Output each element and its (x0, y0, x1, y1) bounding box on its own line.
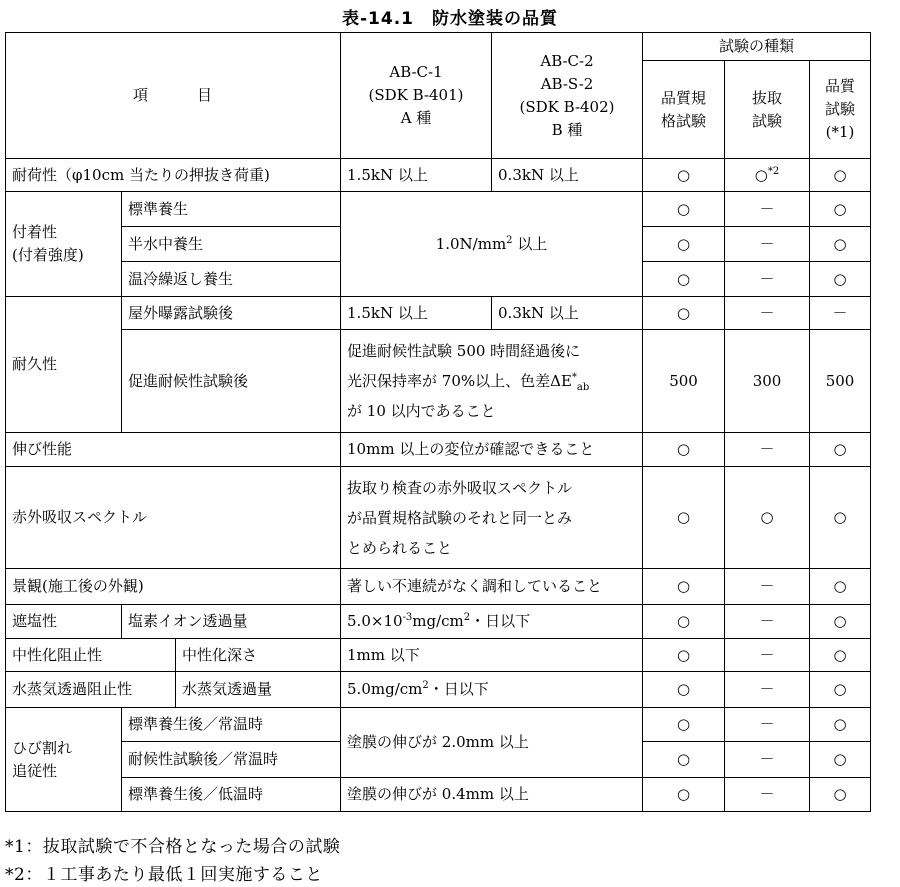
header-quality-test: 品質 試験 (*1) (810, 61, 871, 159)
table-row (6, 672, 871, 708)
circle-mark: ○ (810, 262, 871, 297)
table-title: 表-14.1 防水塗装の品質 (342, 9, 558, 29)
circle-mark: ○ (810, 192, 871, 227)
circle-mark: ○ (810, 159, 871, 192)
dash-mark: － (725, 433, 810, 467)
value-a: 1.5kN 以上 (341, 297, 492, 330)
sub-label: 水蒸気透過量 (176, 672, 341, 708)
sub-label: 標準養生後／低温時 (122, 778, 341, 812)
table-row (6, 569, 871, 605)
circle-mark: ○ (810, 742, 871, 778)
circle-mark: ○ (643, 467, 725, 569)
table-row (6, 708, 871, 742)
circle-mark: ○ (810, 433, 871, 467)
circle-mark: ○ (810, 227, 871, 262)
circle-mark: ○ (810, 569, 871, 605)
value-a: 1.5kN 以上 (341, 159, 492, 192)
row-label: 赤外吸収スペクトル (6, 467, 341, 569)
circle-mark: ○ (643, 708, 725, 742)
table-row (6, 778, 871, 812)
row-label: 伸び性能 (6, 433, 341, 467)
value-b: 0.3kN 以上 (492, 159, 643, 192)
circle-mark: ○ (810, 605, 871, 639)
test-value: 500 (810, 330, 871, 433)
table-row (6, 605, 871, 639)
circle-mark: ○ (810, 467, 871, 569)
row-value: 抜取り検査の赤外吸収スペクトル が品質規格試験のそれと同一とみ とめられること (341, 467, 643, 569)
group-crack-following: ひび割れ 追従性 (6, 708, 122, 812)
dash-mark: － (810, 297, 871, 330)
row-value: $5.0\times 10^{-3}mg/cm^2$・日以下 (341, 605, 643, 639)
header-sampling-test: 抜取 試験 (725, 61, 810, 159)
circle-mark: ○ (643, 227, 725, 262)
table-row (6, 192, 871, 227)
dash-mark: － (725, 569, 810, 605)
circle-mark: ○ (643, 605, 725, 639)
row-label: 景観(施工後の外観) (6, 569, 341, 605)
test-value: 500 (643, 330, 725, 433)
dash-mark: － (725, 262, 810, 297)
circle-mark: ○ (643, 433, 725, 467)
dash-mark: － (725, 639, 810, 672)
dash-mark: － (725, 742, 810, 778)
sub-label: 促進耐候性試験後 (122, 330, 341, 433)
sub-label: 温冷繰返し養生 (122, 262, 341, 297)
circle-mark: ○ (643, 569, 725, 605)
circle-mark: ○ (643, 742, 725, 778)
circle-mark: ○ (643, 639, 725, 672)
quality-table (5, 32, 871, 812)
dash-mark: － (725, 605, 810, 639)
row-value: 著しい不連続がなく調和していること (341, 569, 643, 605)
circle-mark: ○ (643, 672, 725, 708)
header-type-b: AB-C-2 AB-S-2 (SDK B-402) B 種 (492, 33, 643, 159)
table-row (6, 297, 871, 330)
table-row (6, 467, 871, 569)
row-value: $5.0mg/cm^2$・日以下 (341, 672, 643, 708)
row-value: 10mm 以上の変位が確認できること (341, 433, 643, 467)
sub-label: 屋外曝露試験後 (122, 297, 341, 330)
header-item: 項 目 (6, 33, 341, 159)
circle-mark: ○ (643, 192, 725, 227)
accelerated-weathering-value: 促進耐候性試験 500 時間経過後に 光沢保持率が 70%以上、色差$\Delta E^*_{ab}$ が 10 以内であること (341, 330, 643, 433)
circle-mark: ○ (725, 467, 810, 569)
sub-label: 塩素イオン透過量 (122, 605, 341, 639)
circle-mark: ○ (643, 262, 725, 297)
table-row (6, 330, 871, 433)
circle-mark: ○$^{*2}$ (725, 159, 810, 192)
row-label: 水蒸気透過阻止性 (6, 672, 176, 708)
sub-label: 中性化深さ (176, 639, 341, 672)
group-adhesion: 付着性 (付着強度) (6, 192, 122, 297)
dash-mark: － (725, 708, 810, 742)
table-row (6, 433, 871, 467)
sub-label: 半水中養生 (122, 227, 341, 262)
footnote-2: *2：１工事あたり最低１回実施すること (5, 865, 323, 885)
header-test-kind: 試験の種類 (643, 33, 871, 61)
header-quality-spec-test: 品質規 格試験 (643, 61, 725, 159)
dash-mark: － (725, 778, 810, 812)
circle-mark: ○ (810, 672, 871, 708)
circle-mark: ○ (810, 778, 871, 812)
circle-mark: ○ (643, 297, 725, 330)
circle-mark: ○ (810, 708, 871, 742)
circle-mark: ○ (643, 159, 725, 192)
dash-mark: － (725, 672, 810, 708)
table-row (6, 159, 871, 192)
dash-mark: － (725, 297, 810, 330)
circle-mark: ○ (810, 639, 871, 672)
footnote-1: *1：抜取試験で不合格となった場合の試験 (5, 837, 341, 857)
row-label: 耐荷性（φ10cm 当たりの押抜き荷重) (6, 159, 341, 192)
dash-mark: － (725, 227, 810, 262)
group-durability: 耐久性 (6, 297, 122, 433)
value-b: 0.3kN 以上 (492, 297, 643, 330)
sub-label: 標準養生後／常温時 (122, 708, 341, 742)
dash-mark: － (725, 192, 810, 227)
test-value: 300 (725, 330, 810, 433)
circle-mark: ○ (643, 778, 725, 812)
adhesion-value: $1.0N/mm^2$ 以上 (341, 192, 643, 297)
table-row (6, 639, 871, 672)
sub-label: 耐候性試験後／常温時 (122, 742, 341, 778)
header-type-a: AB-C-1 (SDK B-401) A 種 (341, 33, 492, 159)
row-value: 1mm 以下 (341, 639, 643, 672)
sub-label: 標準養生 (122, 192, 341, 227)
row-value: 塗膜の伸びが 2.0mm 以上 (341, 708, 643, 778)
row-value: 塗膜の伸びが 0.4mm 以上 (341, 778, 643, 812)
row-label: 中性化阻止性 (6, 639, 176, 672)
row-label: 遮塩性 (6, 605, 122, 639)
